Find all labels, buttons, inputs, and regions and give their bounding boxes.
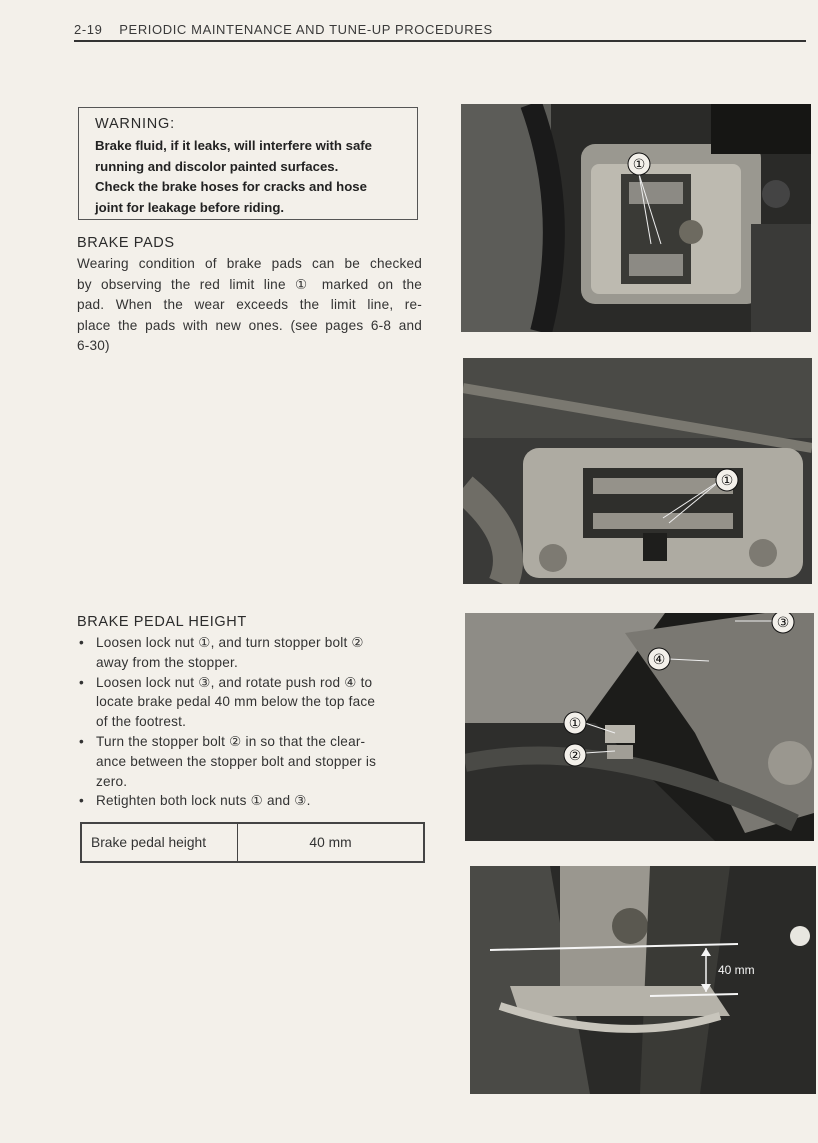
- bullet-dot: •: [79, 635, 84, 650]
- photo-pedal-height-measurement: [470, 866, 816, 1094]
- callout-2: ②: [568, 748, 582, 764]
- page-header: [74, 22, 806, 37]
- photo-illustration: [461, 104, 811, 332]
- step-line: of the footrest.: [96, 714, 187, 730]
- callout-1: ①: [568, 716, 582, 732]
- step-line: locate brake pedal 40 mm below the top face: [96, 694, 376, 710]
- warning-line: Check the brake hoses for cracks and hose: [95, 179, 367, 194]
- callout-3: ③: [776, 615, 790, 631]
- bullet-dot: •: [79, 733, 84, 749]
- step-line: Loosen lock nut ①, and turn stopper bolt ②: [96, 635, 364, 650]
- photo-illustration: [463, 358, 812, 584]
- step-line: zero.: [96, 773, 128, 789]
- photo-illustration: [470, 866, 816, 1094]
- brake-pads-paragraph: [77, 254, 422, 357]
- step-item: [77, 732, 423, 791]
- step-line: away from the stopper.: [96, 654, 238, 670]
- callout-4: ④: [652, 652, 666, 668]
- header-rule: [74, 40, 806, 42]
- page-number: 2-19: [74, 22, 103, 37]
- photo-illustration: [465, 613, 814, 841]
- warning-title: WARNING:: [95, 116, 175, 132]
- step-line: Turn the stopper bolt ② in so that the clear-: [96, 733, 366, 749]
- step-line: Loosen lock nut ③, and rotate push rod ④ to: [96, 674, 373, 690]
- paragraph-line: 6-30): [77, 338, 110, 353]
- brake-pedal-steps: [77, 633, 423, 811]
- paragraph-line: Wearing condition of brake pads can be checked: [77, 256, 422, 271]
- photo-brake-pedal-linkage: [465, 613, 814, 841]
- warning-box: [78, 107, 418, 220]
- photo-brake-caliper-front: [461, 104, 811, 332]
- spec-value: 40 mm: [309, 835, 352, 850]
- paragraph-line: place the pads with new ones. (see pages 6-8 and: [77, 317, 422, 333]
- warning-line: Brake fluid, if it leaks, will interfere with safe: [95, 138, 373, 153]
- paragraph-line: by observing the red limit line ① marked on the: [77, 276, 422, 292]
- step-line: Retighten both lock nuts ① and ③.: [96, 793, 311, 809]
- step-item: [77, 791, 423, 811]
- paragraph-line: pad. When the wear exceeds the limit line, re-: [77, 297, 422, 312]
- page-header-title: PERIODIC MAINTENANCE AND TUNE-UP PROCEDURES: [119, 22, 493, 37]
- photo-brake-caliper-pads: [463, 358, 812, 584]
- brake-pedal-title: BRAKE PEDAL HEIGHT: [77, 614, 247, 630]
- warning-line: joint for leakage before riding.: [95, 199, 285, 215]
- warning-line: running and discolor painted surfaces.: [95, 158, 339, 174]
- step-item: [77, 673, 423, 732]
- spec-label: Brake pedal height: [82, 824, 238, 861]
- brake-pads-title: BRAKE PADS: [77, 235, 175, 251]
- step-item: [77, 633, 423, 673]
- bullet-dot: •: [79, 674, 84, 690]
- callout-1: ①: [720, 473, 734, 489]
- dimension-label: 40 mm: [718, 963, 755, 977]
- callout-1: ①: [632, 157, 646, 173]
- step-line: ance between the stopper bolt and stopper is: [96, 753, 377, 769]
- spec-table: [80, 822, 425, 863]
- bullet-dot: •: [79, 793, 84, 809]
